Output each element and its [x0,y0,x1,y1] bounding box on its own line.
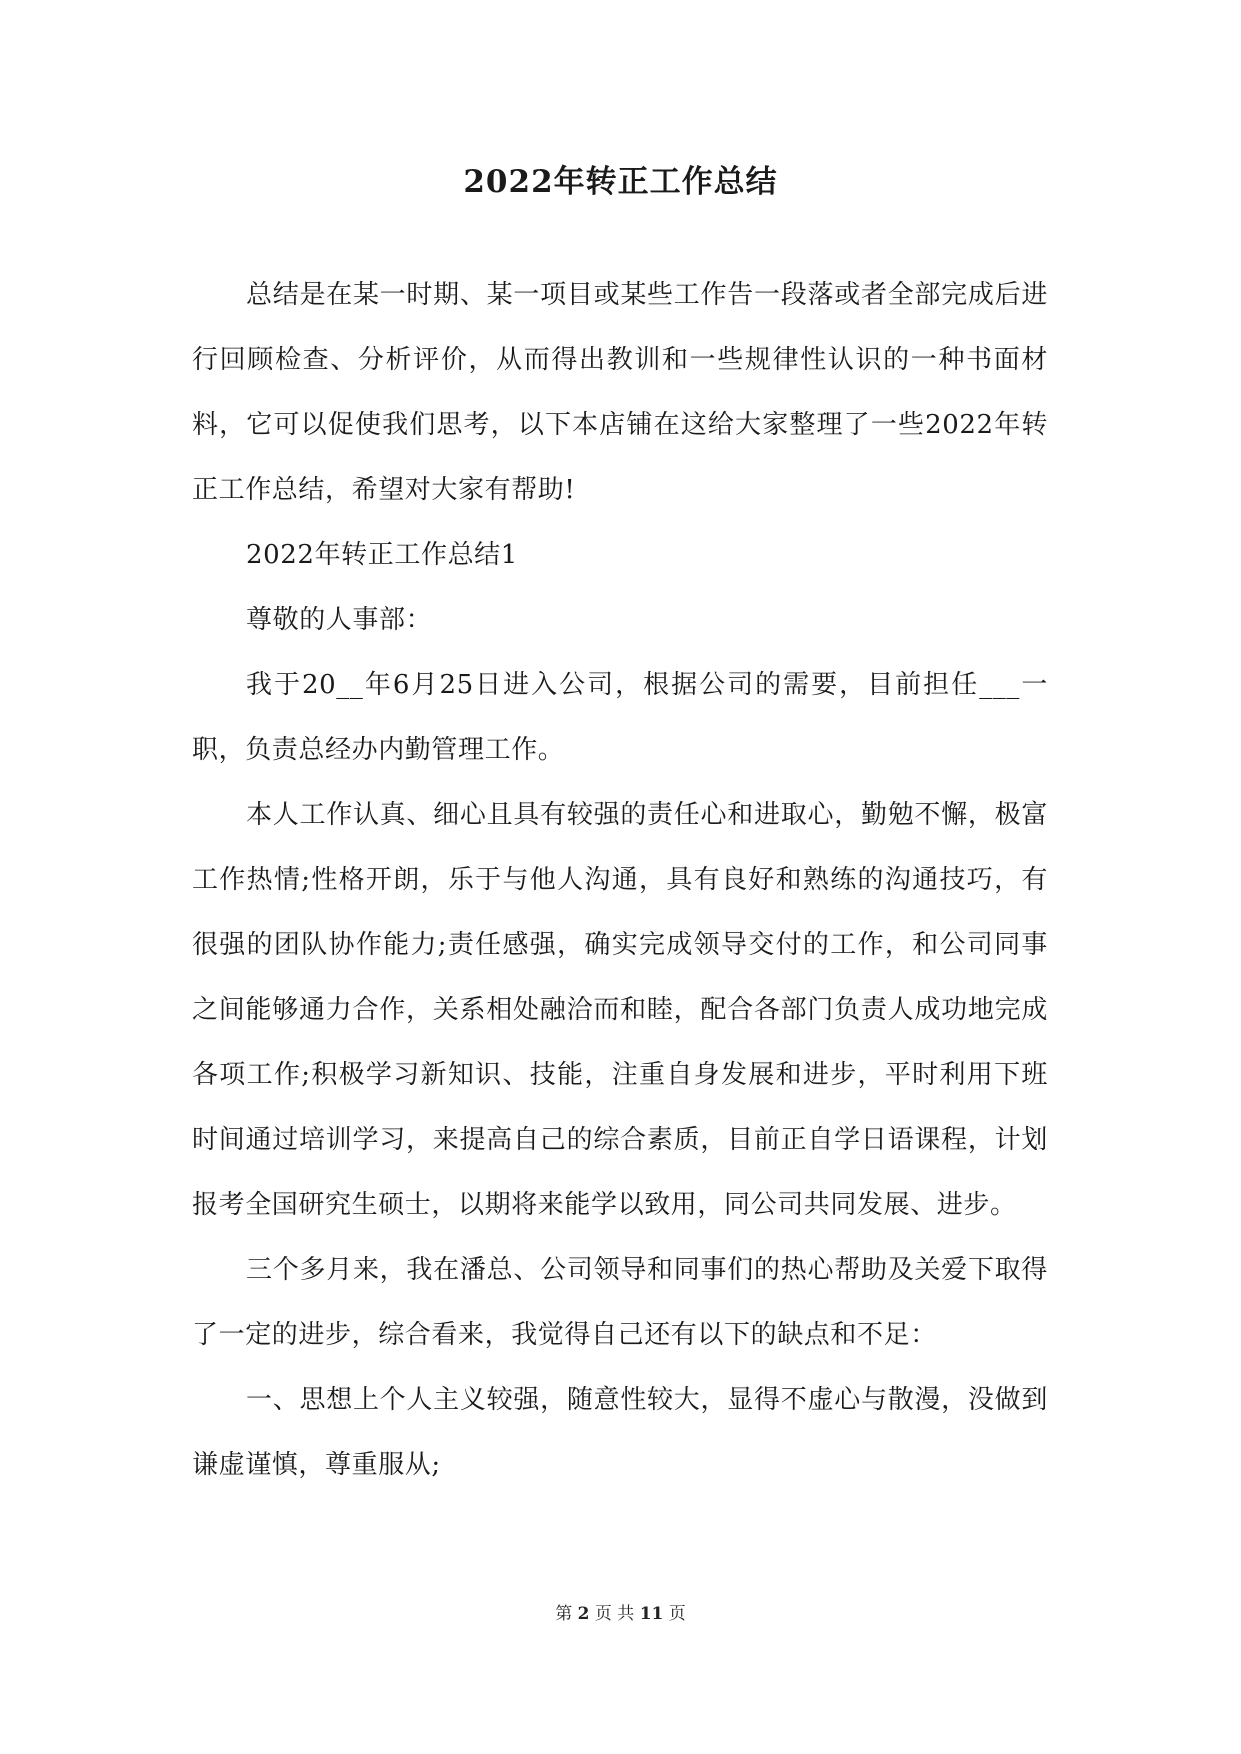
footer-middle: 页 共 [594,1604,635,1624]
document-title: 2022年转正工作总结 [463,164,778,200]
footer-suffix: 页 [668,1604,686,1624]
paragraph-intro: 总结是在某一时期、某一项目或某些工作告一段落或者全部完成后进行回顾检查、分析评价，从而得出教训和一些规律性认识的一种书面材料，它可以促使我们思考，以下本店铺在这给大家整理了一些2022年转正工作总结，希望对大家有帮助! [192,280,1048,505]
paragraph-shortcomings-intro: 三个多月来，我在潘总、公司领导和同事们的热心帮助及关爱下取得了一定的进步，综合看来，我觉得自己还有以下的缺点和不足： [192,1255,1048,1350]
paragraph-shortcoming-1: 一、思想上个人主义较强，随意性较大，显得不虚心与散漫，没做到谦虚谨慎，尊重服从; [192,1385,1048,1480]
paragraph-entry-info: 我于20__年6月25日进入公司，根据公司的需要，目前担任___一职，负责总经办内勤管理工作。 [192,670,1048,765]
document-body [192,263,1048,1498]
total-pages-number: 11 [639,1604,664,1624]
current-page-number: 2 [577,1604,590,1624]
footer-prefix: 第 [555,1604,573,1624]
paragraph-salutation: 尊敬的人事部： [246,605,433,635]
paragraph-section-heading: 2022年转正工作总结1 [246,540,518,570]
paragraph-self-assessment: 本人工作认真、细心且具有较强的责任心和进取心，勤勉不懈，极富工作热情;性格开朗，乐于与他人沟通，具有良好和熟练的沟通技巧，有很强的团队协作能力;责任感强，确实完成领导交付的工作，和公司同事之间能够通力合作，关系相处融洽而和睦，配合各部门负责人成功地完成各项工作;积极学习新知识、技能，注重自身发展和进步，平时利用下班时间通过培训学习，来提高自己的综合素质，目前正自学日语课程，计划报考全国研究生硕士，以期将来能学以致用，同公司共同发展、进步。 [192,800,1048,1220]
page-footer [0,1602,1241,1626]
